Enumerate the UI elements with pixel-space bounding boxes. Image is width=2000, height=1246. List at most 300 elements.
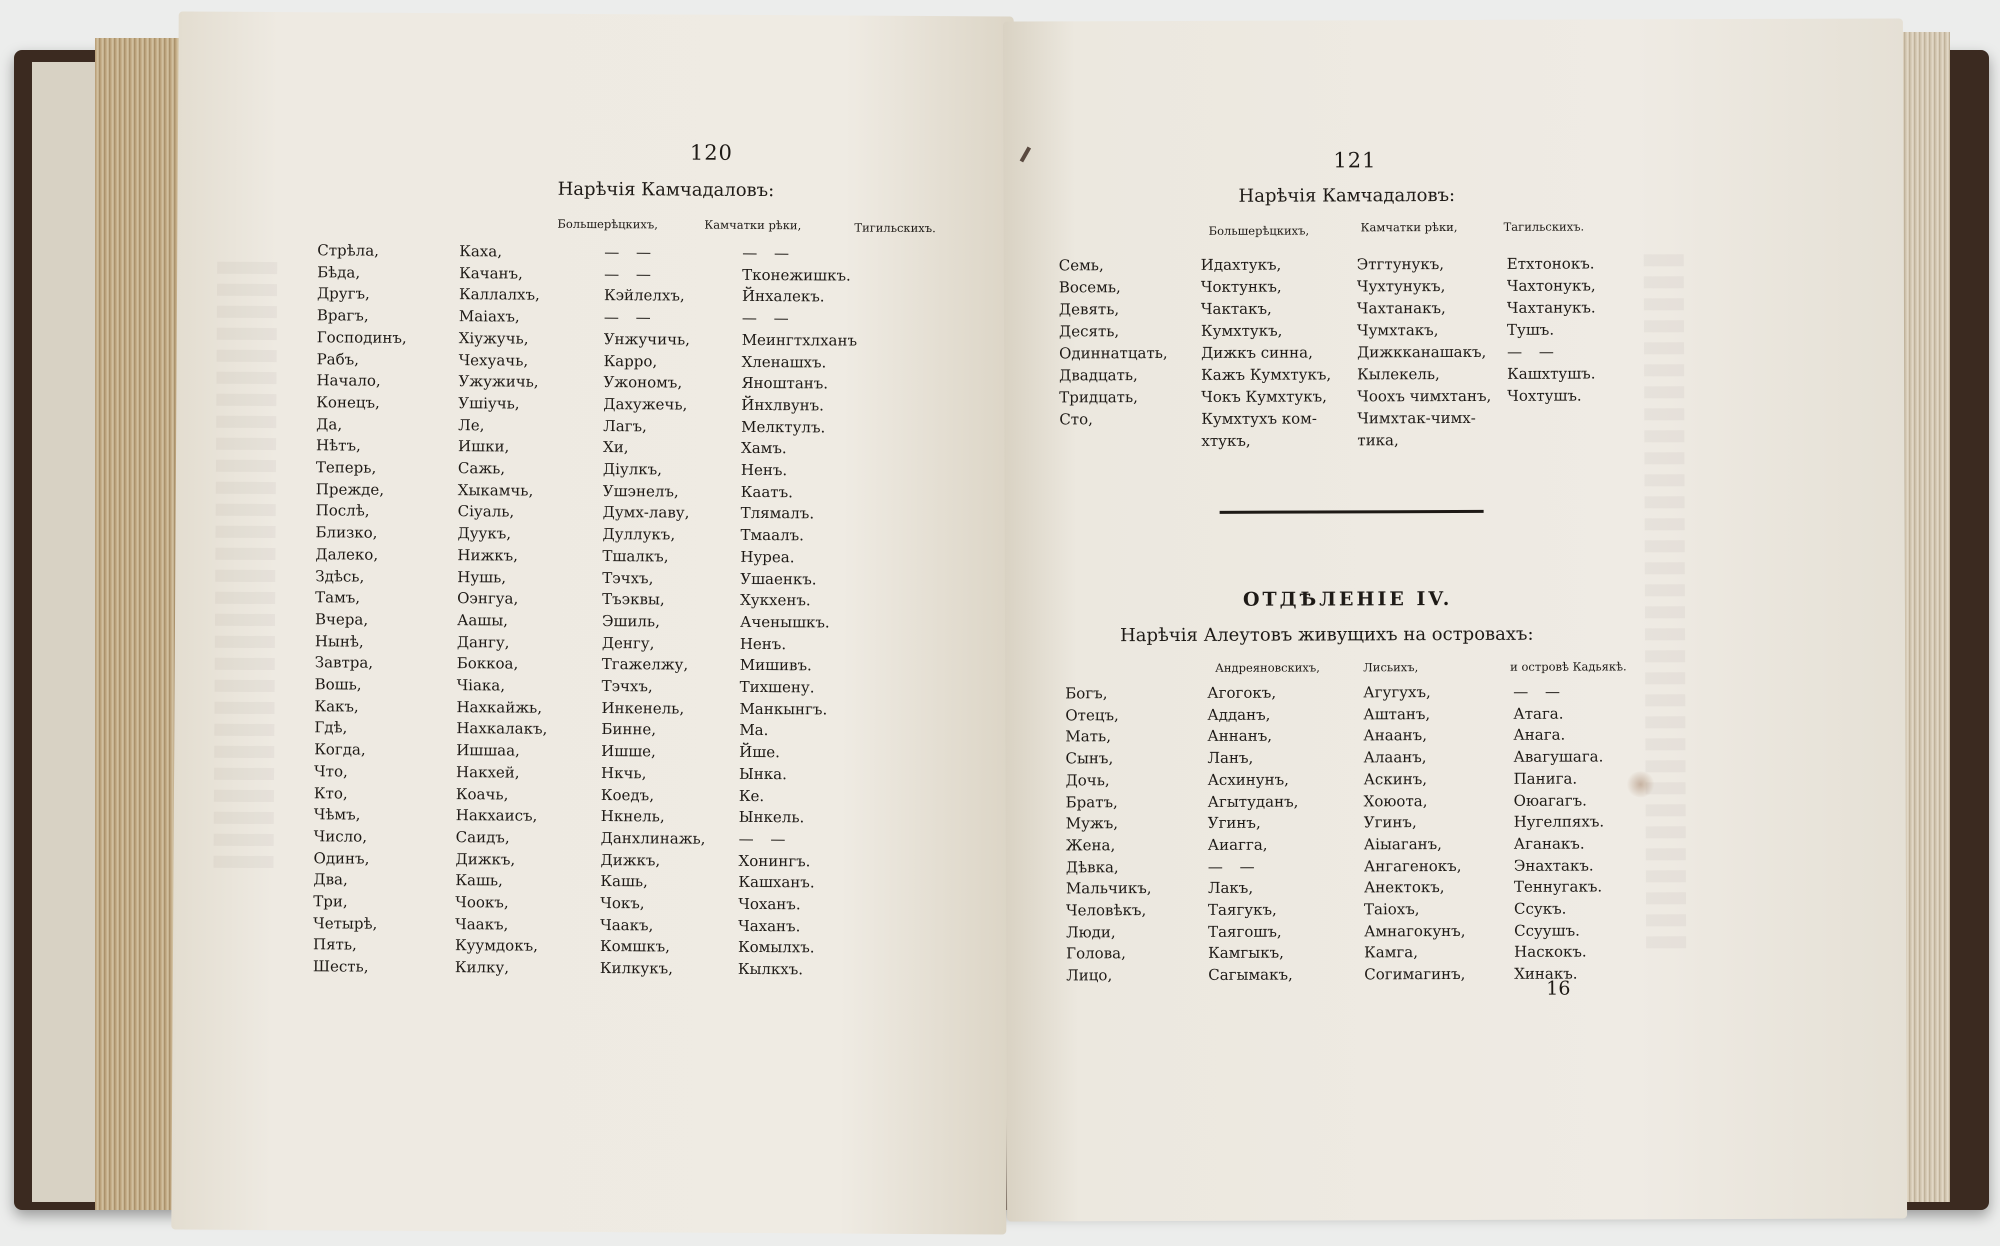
table-cell: Оюагагъ. xyxy=(1513,791,1587,810)
table-cell: Нахкайжь, xyxy=(456,697,543,717)
table-cell: Идахтукъ, xyxy=(1200,255,1282,274)
table-row xyxy=(1066,877,1886,902)
table-cell: Мужъ, xyxy=(1065,814,1119,833)
table-cell: Сагымакъ, xyxy=(1208,965,1293,984)
show-through xyxy=(217,262,277,274)
show-through xyxy=(217,306,277,318)
table-cell: Господинъ, xyxy=(316,328,407,347)
table-cell: Ишки, xyxy=(458,437,510,456)
table-cell: Семь, xyxy=(1058,256,1104,275)
table-cell: Хонингъ. xyxy=(738,851,811,870)
show-through xyxy=(1645,650,1685,662)
table-row xyxy=(1066,942,1886,967)
page-edges-right xyxy=(1900,32,1950,1202)
table-cell: Чокъ, xyxy=(600,894,645,913)
table-cell: Голова, xyxy=(1066,944,1126,963)
table-cell: Тэчхъ, xyxy=(601,677,653,696)
table-cell: Нугелпяхъ. xyxy=(1513,812,1605,831)
table-row xyxy=(1059,408,1879,433)
table-cell: Ушаенкъ. xyxy=(740,569,817,588)
show-through xyxy=(216,372,276,384)
page-number: 120 xyxy=(689,140,734,165)
show-through xyxy=(1646,782,1686,794)
table-cell: Какъ, xyxy=(314,696,359,716)
table-cell: Хукхенъ. xyxy=(740,591,811,610)
show-through xyxy=(1644,320,1684,332)
table-cell: Пять, xyxy=(312,935,357,954)
table-cell: Теннугакъ. xyxy=(1513,877,1603,897)
table-cell: Другъ, xyxy=(316,284,370,304)
table-cell: Чаханъ. xyxy=(738,916,801,935)
table-cell: Жена, xyxy=(1065,836,1116,855)
table-cell: Хинакъ. xyxy=(1514,964,1578,983)
table-cell: Угинъ, xyxy=(1207,813,1261,833)
column-header: Лисьихъ, xyxy=(1363,660,1419,675)
table-cell: Да, xyxy=(316,414,343,434)
table-cell: Мальчикъ, xyxy=(1065,879,1152,898)
table-cell: Мелктулъ. xyxy=(741,417,826,437)
table-cell: — — xyxy=(1507,342,1560,361)
table-cell: Качанъ, xyxy=(459,263,523,283)
table-cell: Дижкъ синна, xyxy=(1201,343,1313,362)
table-row xyxy=(1059,430,1879,455)
show-through xyxy=(216,482,276,494)
table-cell: Братъ, xyxy=(1065,792,1118,811)
table-row xyxy=(1065,747,1885,772)
column-header: Большерѣцкихъ, xyxy=(1208,223,1310,238)
table-cell: Сіуаль, xyxy=(457,502,515,521)
table-cell: Думх-лаву, xyxy=(602,503,690,522)
show-through xyxy=(1646,826,1686,838)
table-cell: — — xyxy=(604,264,657,284)
table-cell: Чокъ Кумхтукъ, xyxy=(1201,387,1327,406)
table-cell: Тридцать, xyxy=(1059,388,1138,407)
table-cell: Атага. xyxy=(1513,704,1564,723)
table-cell: Данхлинажь, xyxy=(600,828,706,848)
table-cell: Тшалкъ, xyxy=(602,546,669,566)
table-row xyxy=(1066,812,1886,837)
table-cell: Аиагга, xyxy=(1207,835,1268,854)
table-cell: Меингтхлханъ xyxy=(741,330,858,350)
table-cell: Йше. xyxy=(739,742,780,762)
table-cell: Хамъ. xyxy=(741,439,787,458)
show-through xyxy=(1644,430,1684,442)
table-cell: Ссуушъ. xyxy=(1514,921,1580,940)
table-cell: Отецъ, xyxy=(1065,705,1119,725)
show-through xyxy=(217,328,277,340)
table-cell: Таягукъ, xyxy=(1207,900,1277,919)
table-cell: Близко, xyxy=(315,523,378,542)
table-cell: Число, xyxy=(313,827,368,846)
table-row xyxy=(1059,386,1879,411)
table-row xyxy=(1065,725,1885,750)
table-cell: Восемь, xyxy=(1058,278,1121,297)
table-cell: Хоюота, xyxy=(1363,791,1428,810)
show-through xyxy=(1646,936,1686,948)
show-through xyxy=(214,746,274,758)
column-header: Андреяновскихъ, xyxy=(1215,660,1320,675)
table-row xyxy=(1066,833,1886,858)
show-through xyxy=(214,702,274,714)
table-cell: Каллалхъ, xyxy=(458,285,540,305)
table-cell: Нкчь, xyxy=(601,763,647,783)
table-cell: Нижкъ, xyxy=(457,545,519,565)
table-cell: Ненъ. xyxy=(739,634,787,653)
section-divider xyxy=(1220,510,1484,514)
table-cell: Тмаалъ. xyxy=(740,525,805,545)
show-through xyxy=(216,526,276,538)
show-through xyxy=(216,394,276,406)
show-through xyxy=(215,658,275,670)
table-cell: Боккоа, xyxy=(456,654,519,673)
show-through xyxy=(1644,408,1684,420)
table-cell: Асхинунъ, xyxy=(1207,770,1289,789)
show-through xyxy=(217,350,277,362)
table-cell: Кажъ Кумхтукъ, xyxy=(1201,365,1332,384)
table-cell: Ке. xyxy=(738,786,765,805)
table-cell: Аскинъ, xyxy=(1363,769,1428,789)
table-cell: Аченышкъ. xyxy=(739,612,830,632)
table-row xyxy=(1059,276,1879,301)
table-cell: Яноштанъ. xyxy=(741,374,829,393)
table-cell: Чоктункъ, xyxy=(1200,277,1282,296)
table-cell: Тихшену. xyxy=(739,677,815,697)
show-through xyxy=(1645,694,1685,706)
table-cell: — — xyxy=(603,308,657,327)
table-cell: Унжучичь, xyxy=(603,329,691,349)
table-cell: — — xyxy=(742,243,796,263)
table-cell: Кумхтухъ ком- xyxy=(1201,409,1317,428)
table-cell: Нушь, xyxy=(457,567,507,586)
show-through xyxy=(1644,452,1684,464)
table-cell: Здѣсь, xyxy=(315,566,365,586)
table-cell: Ишшаа, xyxy=(456,741,520,760)
show-through xyxy=(215,548,275,560)
table-cell: Дуллукъ, xyxy=(602,525,676,544)
show-through xyxy=(1646,804,1686,816)
table-cell: Таіохъ, xyxy=(1363,900,1420,919)
show-through xyxy=(1645,584,1685,596)
table-row xyxy=(1066,855,1886,880)
table-cell: — — xyxy=(604,243,658,262)
table-cell: Эшиль, xyxy=(601,611,660,631)
column-header: Камчатки рѣки, xyxy=(704,217,802,233)
table-cell: Агугухъ, xyxy=(1363,683,1431,702)
show-through xyxy=(214,790,274,802)
table-cell: Чѣмъ, xyxy=(313,805,361,824)
table-cell: Аашы, xyxy=(456,611,509,630)
table-cell: Камгыкъ, xyxy=(1208,943,1284,963)
table-cell: Чаакъ, xyxy=(600,915,654,935)
table-cell: Дижкъ, xyxy=(600,850,661,870)
left-page xyxy=(171,11,1013,1234)
table-cell: Вошь, xyxy=(314,675,362,694)
table-row xyxy=(1066,920,1886,945)
table-cell: Богъ, xyxy=(1065,684,1108,703)
table-cell: — — xyxy=(1513,682,1567,701)
table-cell: Четырѣ, xyxy=(313,913,378,933)
table-cell: Чухтунукъ, xyxy=(1356,277,1446,296)
table-cell: Прежде, xyxy=(315,479,385,499)
table-cell: Начало, xyxy=(316,371,381,390)
show-through xyxy=(1645,540,1685,552)
table-cell: Десять, xyxy=(1058,322,1120,341)
table-cell: Дижкканашакъ, xyxy=(1357,342,1487,362)
table-cell: Алаанъ, xyxy=(1363,748,1427,767)
table-cell: Нахкалакъ, xyxy=(456,719,548,739)
table-cell: Етхтонокъ. xyxy=(1506,254,1595,273)
table-cell: Йнхалекъ. xyxy=(741,287,825,306)
table-cell: Панига. xyxy=(1513,769,1578,788)
table-cell: Двадцать, xyxy=(1059,366,1138,385)
table-cell: Амнагокунъ, xyxy=(1364,921,1466,941)
table-cell: Ле, xyxy=(458,415,485,434)
table-cell: Анаанъ, xyxy=(1363,726,1427,745)
table-cell: Чахтонукъ, xyxy=(1506,276,1596,295)
table-cell: Куумдокъ, xyxy=(454,936,538,956)
table-cell: Манкынгъ. xyxy=(739,699,828,719)
ink-mark xyxy=(1020,147,1031,163)
table-cell: Чоханъ. xyxy=(738,894,801,914)
table-cell: Чехуачь, xyxy=(458,350,529,370)
table-cell: Хленашхъ. xyxy=(741,352,827,371)
table-cell: Лагъ, xyxy=(603,416,647,435)
table-cell: Лицо, xyxy=(1066,966,1113,985)
table-cell: тика, xyxy=(1357,431,1399,450)
table-cell: Каха, xyxy=(459,242,503,261)
table-cell: Тгажелжу, xyxy=(601,655,689,674)
table-cell: Каатъ. xyxy=(740,482,793,501)
table-cell: Аннанъ, xyxy=(1207,727,1273,746)
table-cell: Ишше, xyxy=(601,742,656,761)
show-through xyxy=(1645,562,1685,574)
table-cell: Наскокъ. xyxy=(1514,942,1587,962)
table-cell: Дуукъ, xyxy=(457,524,512,543)
table-cell: Тушъ. xyxy=(1506,320,1555,339)
page-number: 121 xyxy=(1333,148,1377,173)
table-cell: Мать, xyxy=(1065,727,1111,746)
table-cell: Йнхлвунъ. xyxy=(741,395,825,415)
table-cell: Карро, xyxy=(603,351,658,370)
table-cell: Ушэнелъ, xyxy=(602,481,679,501)
table-cell: Кашь, xyxy=(455,871,503,890)
table-cell: Тлямалъ. xyxy=(740,504,815,523)
table-cell: Чактакъ, xyxy=(1200,299,1272,318)
show-through xyxy=(215,614,275,626)
show-through xyxy=(216,504,276,516)
table-cell: Адданъ, xyxy=(1207,705,1271,724)
table-cell: Маіахъ, xyxy=(458,307,520,326)
table-cell: Кэйлелхъ, xyxy=(603,286,685,305)
table-cell: Гдѣ, xyxy=(314,718,348,737)
section-title: ОТДѢЛЕНІЕ IV. xyxy=(1242,588,1453,611)
table-cell: Нуреа. xyxy=(740,547,795,567)
show-through xyxy=(1645,518,1685,530)
table-cell: Рабъ, xyxy=(316,349,360,369)
table-cell: Ынка. xyxy=(739,764,787,783)
table-cell: Тэчхъ, xyxy=(602,568,654,587)
show-through xyxy=(214,768,274,780)
show-through xyxy=(1645,496,1685,508)
show-through xyxy=(214,724,274,736)
table-cell: Чумхтакъ, xyxy=(1356,321,1439,340)
table-cell: Когда, xyxy=(314,740,366,759)
table-cell: Этгтунукъ, xyxy=(1356,255,1445,274)
table-cell: Сто, xyxy=(1059,410,1093,429)
show-through xyxy=(1645,738,1685,750)
table-cell: Угинъ, xyxy=(1363,813,1417,832)
table-cell: Килкукъ, xyxy=(599,959,673,978)
table-cell: Кылекель, xyxy=(1357,365,1440,384)
show-through xyxy=(214,812,274,824)
signature-mark: 16 xyxy=(1546,977,1571,1000)
right-page xyxy=(1003,18,1907,1221)
table-cell: Хыкамчь, xyxy=(457,480,534,500)
table-cell: Анага. xyxy=(1513,726,1566,745)
table-cell: Коедъ, xyxy=(600,785,655,804)
show-through xyxy=(1645,760,1685,772)
table-cell: Кашь, xyxy=(600,872,648,891)
table-cell: Ланъ, xyxy=(1207,748,1254,767)
table-cell: Сынъ, xyxy=(1065,749,1114,768)
table-cell: хтукъ, xyxy=(1201,431,1251,450)
show-through xyxy=(215,680,275,692)
table-cell: Тконежишкъ. xyxy=(742,265,851,285)
table-cell: Человѣкъ, xyxy=(1065,901,1147,920)
table-cell: Чохтушъ. xyxy=(1507,386,1582,405)
table-cell: Камга, xyxy=(1364,943,1418,962)
table-cell: Діулкъ, xyxy=(602,460,663,479)
show-through xyxy=(215,636,275,648)
table-row xyxy=(1059,298,1879,323)
table-cell: Чіака, xyxy=(456,676,506,695)
table-cell: Бинне, xyxy=(601,720,657,739)
table-cell: Дѣвка, xyxy=(1065,857,1119,876)
column-header: и островѣ Кадьякѣ. xyxy=(1510,659,1627,674)
table-cell: Что, xyxy=(314,762,348,781)
table-cell: Нкнель, xyxy=(600,807,665,826)
table-cell: Килку, xyxy=(454,958,510,977)
table-cell: Тъэквы, xyxy=(602,590,665,609)
show-through xyxy=(1644,254,1684,266)
show-through xyxy=(215,592,275,604)
table-cell: Коачь, xyxy=(455,784,509,803)
table-row xyxy=(1059,320,1879,345)
table-cell: Агытуданъ, xyxy=(1207,792,1299,811)
table-cell: — — xyxy=(738,829,792,849)
table-cell: Бѣда, xyxy=(317,262,361,282)
table-row xyxy=(1065,703,1885,728)
table-cell: Комылхъ. xyxy=(737,938,815,957)
table-cell: Завтра, xyxy=(314,653,374,672)
table-row xyxy=(313,957,983,983)
show-through xyxy=(1645,606,1685,618)
table-cell: Чахтанакъ, xyxy=(1356,299,1446,318)
table-cell: Одинъ, xyxy=(313,848,370,868)
table-cell: Накхей, xyxy=(456,762,520,782)
table-cell: — — xyxy=(1207,857,1261,876)
table-cell: Дахужечь, xyxy=(603,394,688,414)
table-cell: Оэнгуа, xyxy=(457,589,519,608)
table-cell: Авагушага. xyxy=(1513,747,1604,766)
table-cell: Лакъ, xyxy=(1207,879,1254,898)
page-heading: Нарѣчія Камчадаловъ: xyxy=(1238,184,1456,207)
show-through xyxy=(1644,474,1684,486)
column-header: Камчатки рѣки, xyxy=(1360,219,1458,235)
table-cell: Саидъ, xyxy=(455,828,510,847)
show-through xyxy=(1644,298,1684,310)
table-cell: Мишивъ. xyxy=(739,656,812,675)
show-through xyxy=(1644,364,1684,376)
table-cell: Нынѣ, xyxy=(314,631,364,651)
table-cell: Кылкхъ. xyxy=(737,959,804,979)
table-cell: Нѣтъ, xyxy=(316,436,361,455)
table-cell: Кашхтушъ. xyxy=(1507,364,1596,383)
table-cell: Послѣ, xyxy=(315,501,370,521)
table-cell: — — xyxy=(741,309,795,328)
table-cell: Чимхтак-чимх- xyxy=(1357,408,1476,428)
show-through xyxy=(1646,870,1686,882)
table-cell: Хіужучь, xyxy=(458,328,529,348)
show-through xyxy=(1646,848,1686,860)
show-through xyxy=(216,438,276,450)
show-through xyxy=(1646,914,1686,926)
page-heading: Нарѣчія Камчадаловъ: xyxy=(557,178,775,202)
show-through xyxy=(1644,342,1684,354)
table-cell: Энахтакъ. xyxy=(1513,856,1594,875)
table-cell: Ушіучь, xyxy=(458,394,520,413)
table-cell: Ненъ. xyxy=(740,460,788,480)
table-cell: Дангу, xyxy=(456,632,510,652)
show-through xyxy=(217,284,277,296)
table-cell: Теперь, xyxy=(315,458,377,477)
table-cell: Чахтанукъ. xyxy=(1506,298,1596,317)
table-cell: Люди, xyxy=(1066,922,1116,942)
show-through xyxy=(1645,716,1685,728)
table-cell: Кто, xyxy=(313,783,348,803)
show-through xyxy=(216,460,276,472)
table-cell: Врагъ, xyxy=(316,306,369,325)
table-row xyxy=(1059,364,1879,389)
table-row xyxy=(1059,254,1879,279)
table-cell: Девять, xyxy=(1058,300,1120,319)
table-cell: Аіыаганъ, xyxy=(1363,834,1442,854)
table-cell: Агогокъ, xyxy=(1207,683,1277,702)
show-through xyxy=(1646,892,1686,904)
table-cell: Ссукъ. xyxy=(1513,899,1567,918)
table-cell: Аганакъ. xyxy=(1513,834,1585,853)
table-row xyxy=(1066,768,1886,793)
table-cell: Денгу, xyxy=(601,633,655,652)
table-cell: Комшкъ, xyxy=(599,937,671,956)
table-cell: Чаакъ, xyxy=(455,914,509,934)
table-row xyxy=(1066,964,1886,989)
show-through xyxy=(1644,276,1684,288)
table-cell: Таягошъ, xyxy=(1208,922,1282,941)
show-through xyxy=(213,856,273,868)
show-through xyxy=(1645,628,1685,640)
table-cell: Аштанъ, xyxy=(1363,704,1431,724)
table-cell: Ма. xyxy=(739,721,769,740)
table-cell: Шесть, xyxy=(312,957,369,976)
table-cell: Конецъ, xyxy=(316,393,380,412)
show-through xyxy=(214,834,274,846)
table-cell: Ужономъ, xyxy=(603,373,683,392)
table-cell: Дижкъ, xyxy=(455,849,516,869)
table-cell: Кашханъ. xyxy=(738,873,815,892)
show-through xyxy=(215,570,275,582)
column-header: Большерѣцкихъ, xyxy=(557,216,658,232)
